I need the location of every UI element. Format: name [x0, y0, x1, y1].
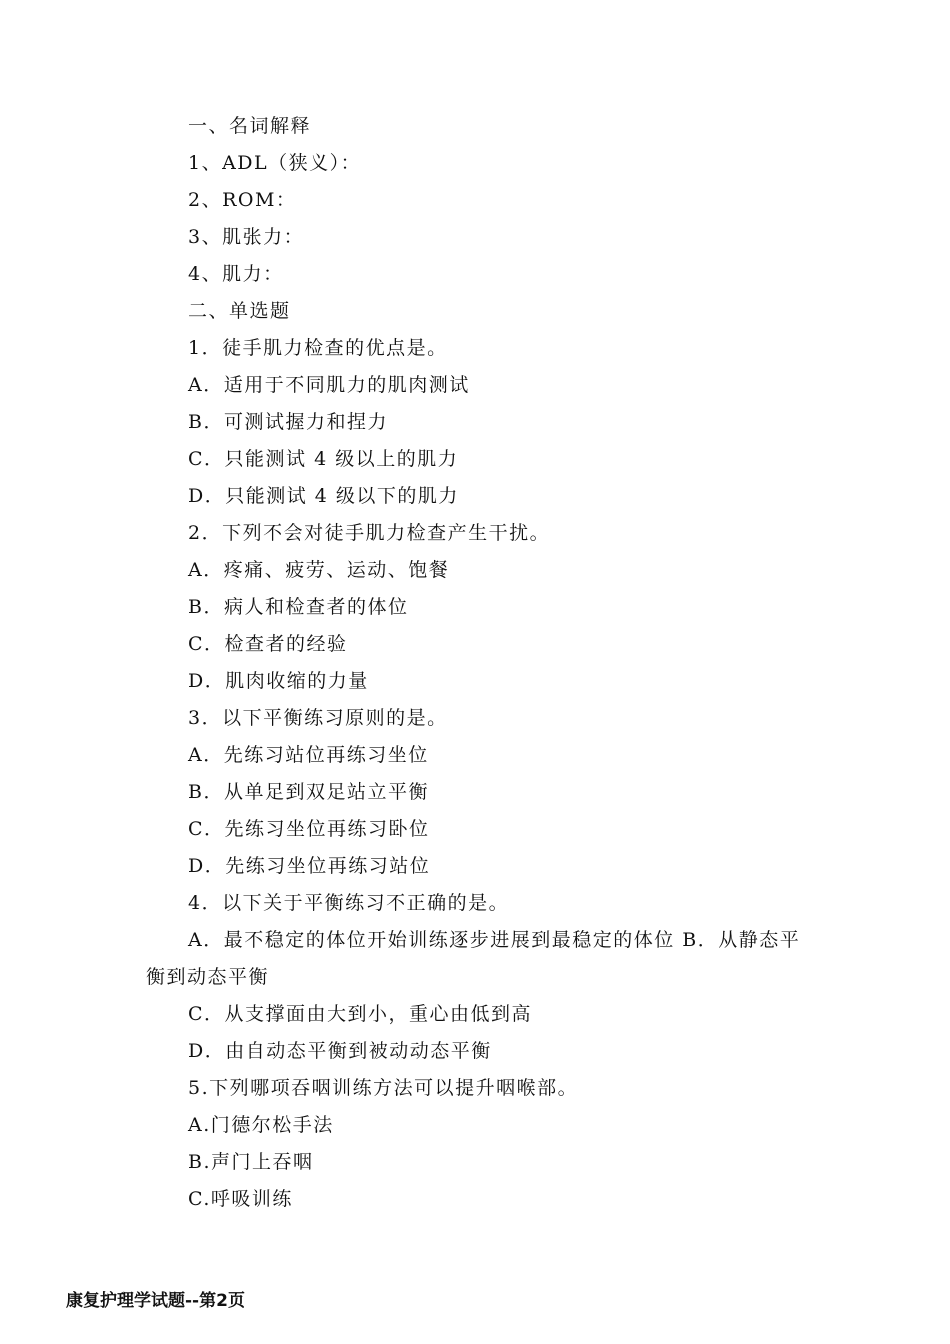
question-2-option-b: B．病人和检查者的体位 — [188, 596, 409, 618]
question-4-option-d: D．由自动态平衡到被动动态平衡 — [188, 1040, 492, 1062]
section-heading-terms: 一、名词解释 — [188, 115, 312, 137]
question-5-option-b: B.声门上吞咽 — [188, 1151, 314, 1173]
question-1-option-b: B．可测试握力和捏力 — [188, 411, 388, 433]
term-item-4: 4、肌力： — [188, 263, 284, 285]
question-5-option-a: A.门德尔松手法 — [188, 1114, 334, 1136]
page-footer: 康复护理学试题--第2页 — [66, 1291, 245, 1311]
document-body — [0, 108, 950, 1218]
question-2-option-a: A．疼痛、疲劳、运动、饱餐 — [188, 559, 450, 581]
question-4-option-a-b: A．最不稳定的体位开始训练逐步进展到最稳定的体位 B．从静态平衡到动态平衡 — [146, 929, 801, 988]
question-4-option-c: C．从支撑面由大到小，重心由低到高 — [188, 1003, 533, 1025]
question-4: 4．以下关于平衡练习不正确的是。 — [188, 892, 510, 914]
question-3-option-b: B．从单足到双足站立平衡 — [188, 781, 429, 803]
question-2-option-c: C．检查者的经验 — [188, 633, 348, 655]
question-1-option-a: A．适用于不同肌力的肌肉测试 — [188, 374, 470, 396]
question-3-option-d: D．先练习坐位再练习站位 — [188, 855, 431, 877]
term-item-3: 3、肌张力： — [188, 226, 305, 248]
section-heading-single-choice: 二、单选题 — [188, 300, 291, 322]
question-2-option-d: D．肌肉收缩的力量 — [188, 670, 369, 692]
question-5: 5.下列哪项吞咽训练方法可以提升咽喉部。 — [188, 1077, 579, 1099]
question-1-option-c: C．只能测试 4 级以上的肌力 — [188, 448, 459, 470]
question-2: 2．下列不会对徒手肌力检查产生干扰。 — [188, 522, 551, 544]
term-item-1: 1、ADL（狭义）： — [188, 152, 362, 174]
question-1-option-d: D．只能测试 4 级以下的肌力 — [188, 485, 459, 507]
question-3: 3．以下平衡练习原则的是。 — [188, 707, 448, 729]
term-item-2: 2、ROM： — [188, 189, 297, 211]
question-3-option-a: A．先练习站位再练习坐位 — [188, 744, 429, 766]
question-5-option-c: C.呼吸训练 — [188, 1188, 293, 1210]
question-3-option-c: C．先练习坐位再练习卧位 — [188, 818, 430, 840]
question-1: 1．徒手肌力检查的优点是。 — [188, 337, 448, 359]
